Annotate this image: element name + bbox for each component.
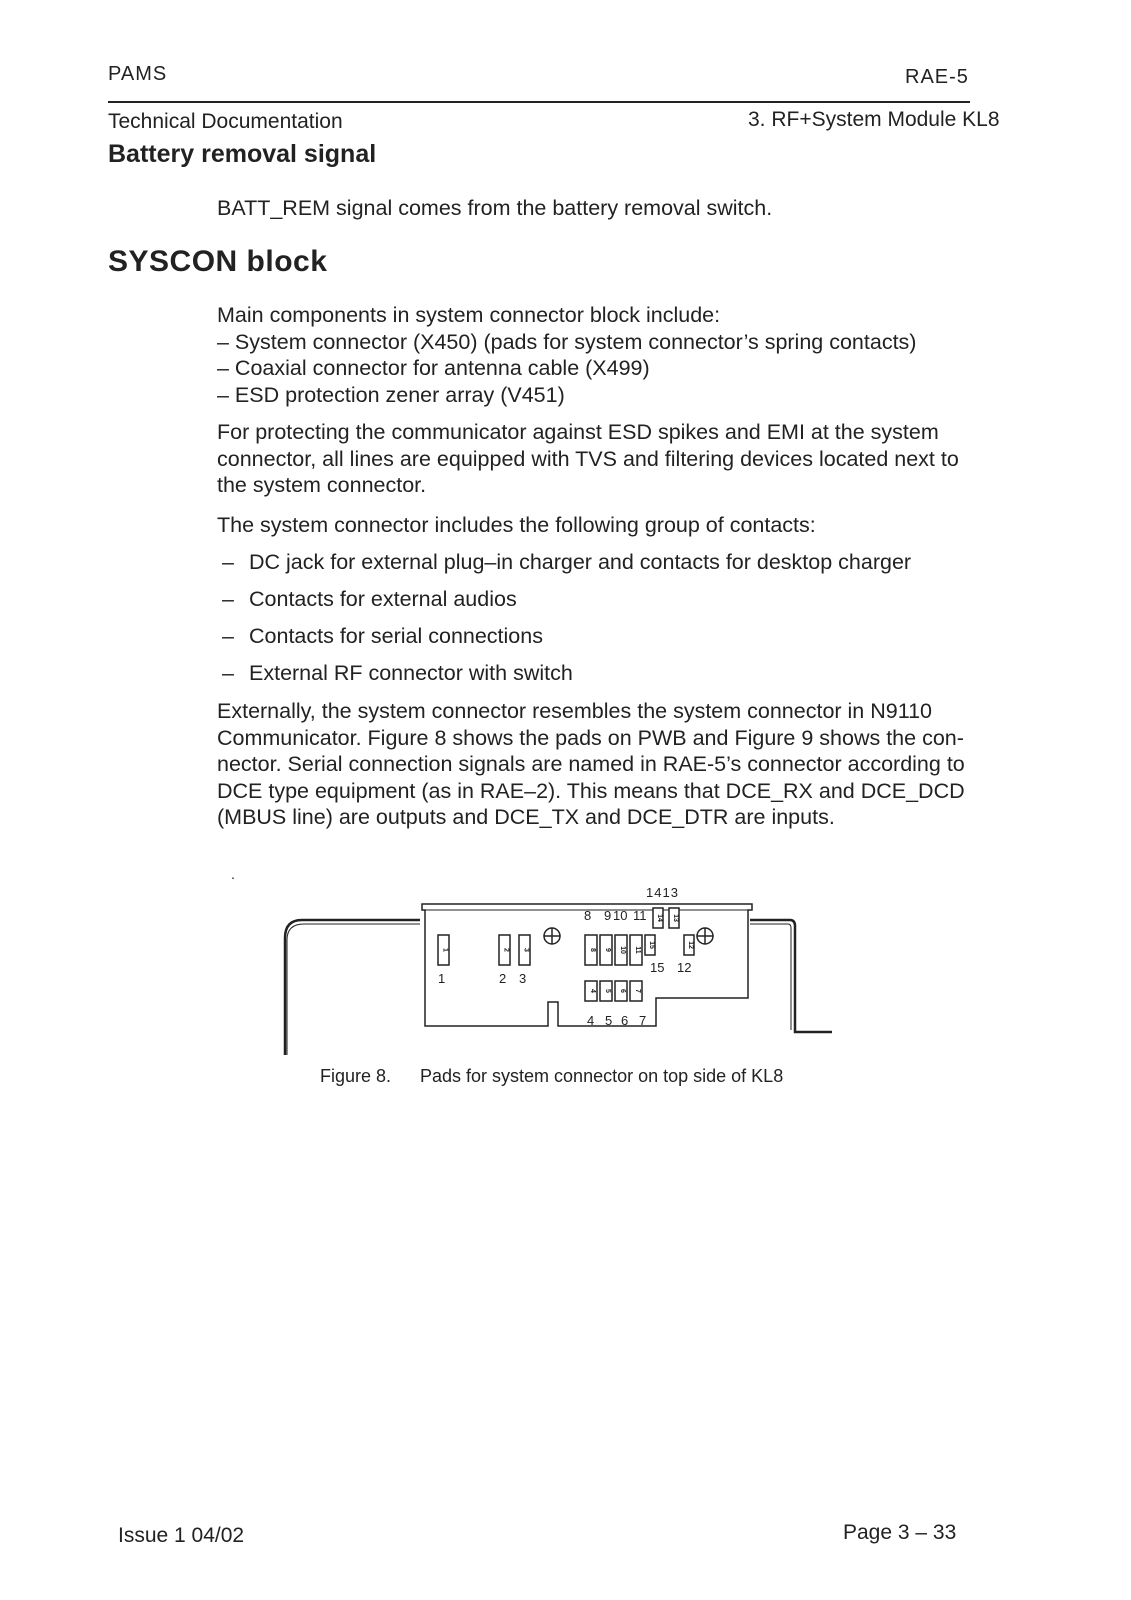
list-dash: – — [222, 587, 234, 611]
battery-heading: Battery removal signal — [108, 140, 377, 168]
label-4: 4 — [587, 1013, 595, 1028]
list-item — [222, 623, 543, 650]
pad-text: 1 — [441, 948, 449, 952]
header-left: PAMS — [108, 63, 168, 85]
pad-text: 13 — [672, 914, 679, 922]
intro-line: – ESD protection zener array (V451) — [217, 382, 565, 407]
battery-text: BATT_REM signal comes from the battery removal switch. — [217, 196, 773, 220]
list-dash: – — [222, 550, 234, 574]
header-sub-right: 3. RF+System Module KL8 — [748, 108, 1000, 131]
figure-caption-number: Figure 8. — [320, 1066, 392, 1086]
label-7: 7 — [639, 1013, 647, 1028]
screw-hole-right — [697, 928, 713, 944]
label-9: 9 — [604, 908, 612, 923]
header-right: RAE-5 — [905, 66, 969, 88]
esd-line: For protecting the communicator against ESD spikes and EMI at the system — [217, 420, 939, 444]
label-2: 2 — [499, 971, 507, 986]
header-rule — [108, 101, 970, 103]
label-1: 1 — [438, 971, 446, 986]
pad-text: 3 — [522, 948, 530, 952]
list-dash: – — [222, 661, 234, 685]
external-line: (MBUS line) are outputs and DCE_TX and DCE_DTR are inputs. — [217, 805, 835, 829]
stray-dot: . — [231, 866, 235, 882]
pad-text: 5 — [604, 989, 611, 993]
label-8: 8 — [584, 908, 592, 923]
list-item — [222, 660, 573, 687]
esd-line: the system connector. — [217, 473, 427, 497]
label-12: 12 — [677, 960, 692, 975]
pad-text: 12 — [687, 941, 694, 949]
pad-text: 14 — [656, 914, 663, 922]
intro-line: Main components in system connector block include: — [217, 303, 721, 327]
footer-left: Issue 1 04/02 — [118, 1524, 245, 1547]
esd-line: connector, all lines are equipped with TVS and filtering devices located next to — [217, 446, 959, 471]
label-6: 6 — [621, 1013, 629, 1028]
pad-text: 10 — [619, 946, 626, 954]
pad-text: 6 — [619, 989, 626, 993]
label-5: 5 — [605, 1013, 613, 1028]
pad-text: 8 — [589, 948, 596, 952]
header-sub-left: Technical Documentation — [108, 110, 343, 133]
pad-text: 15 — [648, 941, 655, 949]
external-line: DCE type equipment (as in RAE–2). This means that DCE_RX and DCE_DCD — [217, 778, 965, 803]
intro-line: – Coaxial connector for antenna cable (X499) — [217, 356, 650, 380]
connector-pads-figure — [280, 885, 840, 1058]
list-item — [222, 586, 517, 613]
label-11: 11 — [633, 908, 647, 923]
label-10: 10 — [613, 908, 628, 923]
pad-text: 9 — [604, 948, 611, 952]
label-3: 3 — [519, 971, 527, 986]
figure-caption-text: Pads for system connector on top side of KL8 — [420, 1066, 784, 1086]
pad-text: 2 — [502, 948, 510, 952]
footer-right: Page 3 – 33 — [843, 1521, 957, 1544]
list-item-text: Contacts for serial connections — [249, 624, 543, 648]
pad-text: 11 — [634, 946, 641, 954]
syscon-esd-paragraph — [217, 419, 1027, 499]
pad-text: 4 — [589, 989, 596, 993]
external-line: Externally, the system connector resembles the system connector in N9110 — [217, 699, 933, 723]
contacts-intro: The system connector includes the following group of contacts: — [217, 513, 816, 537]
external-line: nector. Serial connection signals are named in RAE-5’s connector according to — [217, 752, 965, 776]
syscon-intro — [217, 302, 1027, 408]
pad-text: 7 — [634, 989, 641, 993]
screw-hole-left — [544, 928, 560, 944]
list-item-text: External RF connector with switch — [249, 661, 573, 685]
list-item-text: Contacts for external audios — [249, 587, 517, 611]
list-item — [222, 549, 911, 576]
list-dash: – — [222, 624, 234, 648]
syscon-external-paragraph — [217, 698, 1027, 831]
external-line: Communicator. Figure 8 shows the pads on PWB and Figure 9 shows the con- — [217, 725, 964, 750]
left-bracket — [285, 920, 420, 1055]
label-15: 15 — [650, 960, 665, 975]
intro-line: – System connector (X450) (pads for system connector’s spring contacts) — [217, 329, 917, 354]
list-item-text: DC jack for external plug–in charger and contacts for desktop charger — [249, 550, 912, 574]
label-14-13: 1413 — [646, 885, 679, 900]
syscon-heading: SYSCON block — [108, 245, 328, 278]
